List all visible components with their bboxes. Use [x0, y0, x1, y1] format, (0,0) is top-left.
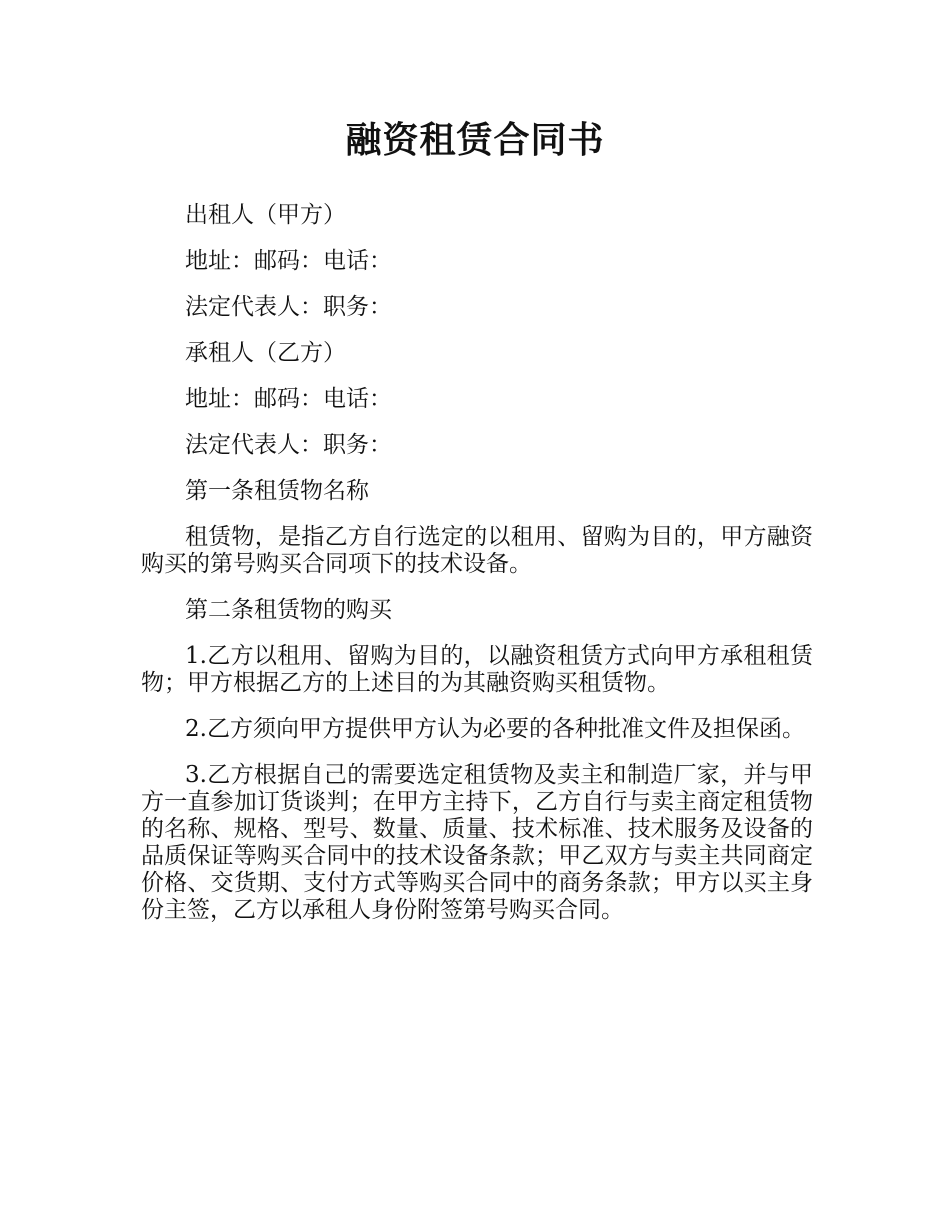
article-2-item-2: 2.乙方须向甲方提供甲方认为必要的各种批准文件及担保函。 [185, 716, 805, 742]
lessor-address-line: 地址：邮码：电话： [185, 248, 392, 274]
lessor-representative-line: 法定代表人：职务： [185, 294, 392, 320]
lessee-representative-line: 法定代表人：职务： [185, 432, 392, 458]
lessee-address-line: 地址：邮码：电话： [185, 386, 392, 412]
article-1-heading: 第一条租赁物名称 [185, 478, 369, 504]
document-body [141, 202, 813, 943]
lessee-heading: 承租人（乙方） [185, 340, 346, 366]
article-2-item-3: 3.乙方根据自己的需要选定租赁物及卖主和制造厂家，并与甲方一直参加订货谈判；在甲方主持下，乙方自行与卖主商定租赁物的名称、规格、型号、数量、质量、技术标准、技术服务及设备的品质保证等购买合同中的技术设备条款；甲乙双方与卖主共同商定价格、交货期、支付方式等购买合同中的商务条款；甲方以买主身份主签，乙方以承租人身份附签第号购买合同。 [141, 762, 813, 923]
article-2-item-1: 1.乙方以租用、留购为目的，以融资租赁方式向甲方承租租赁物；甲方根据乙方的上述目的为其融资购买租赁物。 [141, 643, 813, 696]
document-title: 融资租赁合同书 [345, 120, 605, 161]
article-2-heading: 第二条租赁物的购买 [185, 597, 392, 623]
article-1-text: 租赁物，是指乙方自行选定的以租用、留购为目的，甲方融资购买的第号购买合同项下的技术设备。 [141, 524, 813, 577]
lessor-heading: 出租人（甲方） [185, 202, 346, 228]
